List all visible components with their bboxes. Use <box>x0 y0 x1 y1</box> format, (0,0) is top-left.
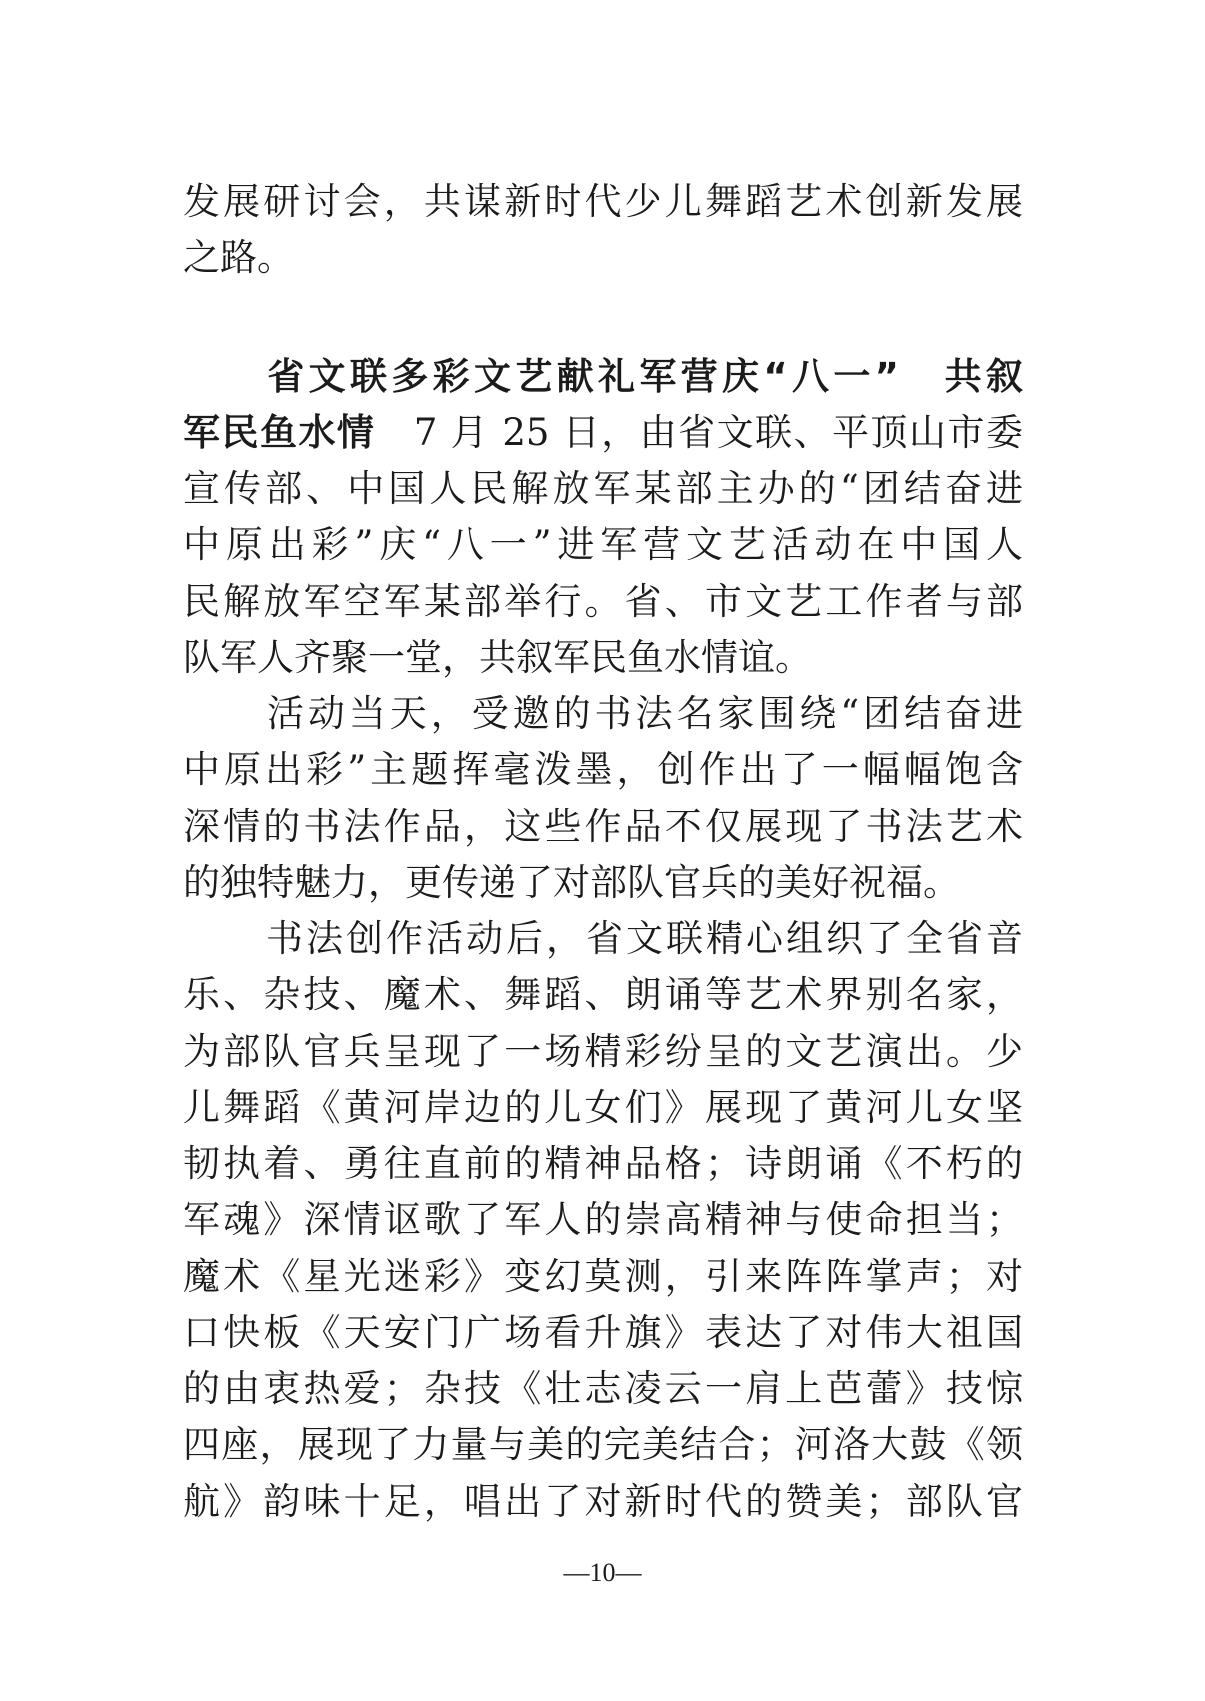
text-line: 发展研讨会，共谋新时代少儿舞蹈艺术创新发展 <box>183 180 1023 223</box>
text-line: 中原出彩”庆“八一”进军营文艺活动在中国人 <box>183 523 1023 567</box>
text-line: 儿舞蹈《黄河岸边的儿女们》展现了黄河儿女坚 <box>183 1085 1023 1129</box>
text-span: 书法创作活动后，省文联精心组织了全省音 <box>263 917 1023 960</box>
text-line: 口快板《天安门广场看升旗》表达了对伟大祖国 <box>183 1310 1023 1354</box>
text-line: 民解放军空军某部举行。省、市文艺工作者与部 <box>183 579 1023 623</box>
article-headline-line <box>183 349 1023 405</box>
lead-text: 7 月 25 日，由省文联、平顶山市委 <box>375 410 1024 454</box>
text-line: 宣传部、中国人民解放军某部主办的“团结奋进 <box>183 467 1023 510</box>
text-line: 军魂》深情讴歌了军人的崇高精神与使命担当； <box>183 1198 1023 1242</box>
page-number: —10— <box>563 1558 642 1587</box>
text-line: 中原出彩”主题挥毫泼墨，创作出了一幅幅饱含 <box>183 748 1023 792</box>
paragraph-first-line <box>183 911 1023 967</box>
text-line: 韧执着、勇往直前的精神品格；诗朗诵《不朽的 <box>183 1142 1023 1185</box>
text-line: 四座，展现了力量与美的完美结合；河洛大鼓《领 <box>183 1423 1023 1467</box>
section-gap <box>183 287 1023 349</box>
text-line: 队军人齐聚一堂，共叙军民鱼水情谊。 <box>183 635 812 679</box>
text-line: 的独特魅力，更传递了对部队官兵的美好祝福。 <box>183 860 960 904</box>
text-line: 深情的书法作品，这些作品不仅展现了书法艺术 <box>183 804 1023 848</box>
text-line: 之路。 <box>183 236 294 280</box>
article-headline: 省文联多彩文艺献礼军营庆“八一” 共叙 <box>263 354 1023 398</box>
paragraph-first-line <box>183 686 1023 742</box>
text-line: 魔术《星光迷彩》变幻莫测，引来阵阵掌声；对 <box>183 1254 1023 1298</box>
text-line: 为部队官兵呈现了一场精彩纷呈的文艺演出。少 <box>183 1029 1023 1073</box>
text-span: 活动当天，受邀的书法名家围绕“团结奋进 <box>263 692 1023 735</box>
text-line: 航》韵味十足，唱出了对新时代的赞美；部队官 <box>183 1479 1023 1523</box>
text-line: 的由衷热爱；杂技《壮志凌云一肩上芭蕾》技惊 <box>183 1367 1023 1410</box>
text-line: 乐、杂技、魔术、舞蹈、朗诵等艺术界别名家， <box>183 973 1023 1017</box>
article-headline-continued: 军民鱼水情 <box>183 410 376 454</box>
lead-line <box>183 405 1023 461</box>
body-text <box>183 174 1023 1530</box>
